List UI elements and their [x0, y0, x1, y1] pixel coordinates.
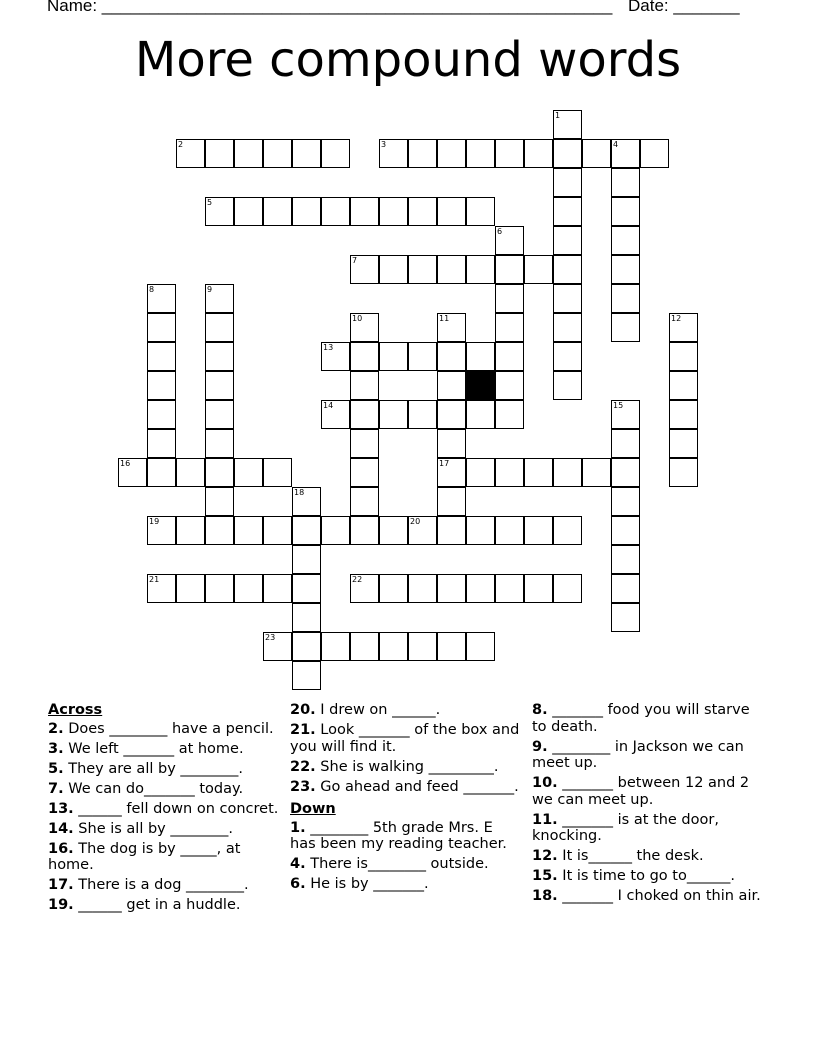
- clue: [290, 856, 522, 873]
- clues-column-1: [48, 702, 280, 917]
- clue-text: _______ is at the door, knocking.: [532, 811, 719, 844]
- answer-cell[interactable]: [292, 603, 321, 632]
- clue: [532, 775, 764, 808]
- answer-cell[interactable]: [321, 516, 350, 545]
- answer-cell[interactable]: [263, 516, 292, 545]
- clue-number: 7: [352, 256, 358, 265]
- answer-cell[interactable]: [408, 400, 437, 429]
- clue-number: 8: [149, 285, 155, 294]
- answer-cell[interactable]: [205, 458, 234, 487]
- answer-cell[interactable]: [350, 487, 379, 516]
- answer-cell[interactable]: [669, 429, 698, 458]
- clue: [48, 721, 280, 738]
- clue-text: There is a dog ________.: [73, 877, 249, 893]
- answer-cell[interactable]: [495, 458, 524, 487]
- answer-cell[interactable]: [553, 168, 582, 197]
- answer-cell[interactable]: [437, 574, 466, 603]
- clues-column-2: [290, 702, 522, 896]
- answer-cell[interactable]: [437, 139, 466, 168]
- clue-number: 13: [323, 343, 334, 352]
- answer-cell[interactable]: [553, 458, 582, 487]
- clue: [532, 888, 764, 905]
- answer-cell[interactable]: [408, 632, 437, 661]
- clue: [532, 848, 764, 865]
- clue-number: 1: [555, 111, 561, 120]
- clue-number-label: 18.: [532, 888, 558, 904]
- answer-cell[interactable]: [205, 574, 234, 603]
- answer-cell[interactable]: [379, 516, 408, 545]
- answer-cell[interactable]: [553, 226, 582, 255]
- answer-cell[interactable]: [466, 400, 495, 429]
- clue-text: The dog is by _____, at home.: [48, 840, 241, 873]
- clue: [48, 821, 280, 838]
- answer-cell[interactable]: [379, 574, 408, 603]
- clue-number-label: 2.: [48, 720, 64, 737]
- clue-number: 16: [120, 459, 131, 468]
- answer-cell[interactable]: [408, 342, 437, 371]
- answer-cell[interactable]: [437, 400, 466, 429]
- answer-cell[interactable]: [147, 429, 176, 458]
- clue: [532, 868, 764, 885]
- answer-cell[interactable]: [350, 458, 379, 487]
- answer-cell[interactable]: [205, 429, 234, 458]
- clue-text: He is by _______.: [305, 876, 429, 892]
- answer-cell[interactable]: [553, 371, 582, 400]
- answer-cell[interactable]: [437, 371, 466, 400]
- clue-number: 3: [381, 140, 387, 149]
- clue: [48, 841, 280, 874]
- answer-cell[interactable]: [495, 139, 524, 168]
- answer-cell[interactable]: [408, 255, 437, 284]
- answer-cell[interactable]: [524, 139, 553, 168]
- answer-cell[interactable]: [205, 516, 234, 545]
- answer-cell[interactable]: [234, 139, 263, 168]
- answer-cell[interactable]: [292, 661, 321, 690]
- clue: [48, 761, 280, 778]
- answer-cell[interactable]: [292, 197, 321, 226]
- clue-number: 12: [671, 314, 682, 323]
- clue-number: 14: [323, 401, 334, 410]
- clue: [532, 739, 764, 772]
- clue-number-label: 6.: [290, 876, 306, 892]
- answer-cell[interactable]: [466, 197, 495, 226]
- answer-cell[interactable]: [205, 400, 234, 429]
- clue: [532, 812, 764, 845]
- clue-number: 11: [439, 314, 450, 323]
- answer-cell[interactable]: [466, 342, 495, 371]
- answer-cell[interactable]: [466, 458, 495, 487]
- answer-cell[interactable]: [234, 574, 263, 603]
- clue-text: She is all by ________.: [73, 820, 233, 837]
- clue: [290, 702, 522, 719]
- answer-cell[interactable]: [466, 516, 495, 545]
- clue-number-label: 12.: [532, 848, 558, 864]
- clue-number-label: 14.: [48, 820, 74, 837]
- clue-text: _______ food you will starve to death.: [532, 702, 750, 735]
- clue-number-label: 11.: [532, 811, 558, 828]
- answer-cell[interactable]: [611, 545, 640, 574]
- answer-cell[interactable]: [263, 197, 292, 226]
- clue-number-label: 7.: [48, 780, 64, 797]
- page-title: More compound words: [134, 32, 682, 88]
- answer-cell[interactable]: [611, 284, 640, 313]
- down-heading: Down: [290, 801, 336, 817]
- clue-number-label: 5.: [48, 760, 64, 777]
- clue-number: 17: [439, 459, 450, 468]
- clue-number-label: 10.: [532, 775, 558, 791]
- clue-number-label: 22.: [290, 758, 316, 775]
- answer-cell[interactable]: [292, 574, 321, 603]
- answer-cell[interactable]: [611, 458, 640, 487]
- answer-cell[interactable]: [350, 342, 379, 371]
- clue-text: It is______ the desk.: [557, 848, 704, 864]
- answer-cell[interactable]: [495, 255, 524, 284]
- answer-cell[interactable]: [379, 400, 408, 429]
- answer-cell[interactable]: [437, 487, 466, 516]
- clue-text: We left _______ at home.: [63, 740, 244, 757]
- clue: [290, 820, 522, 853]
- clue: [290, 779, 522, 796]
- answer-cell[interactable]: [147, 371, 176, 400]
- answer-cell[interactable]: [611, 487, 640, 516]
- clue: [48, 897, 280, 914]
- answer-cell[interactable]: [611, 603, 640, 632]
- clue-text: They are all by ________.: [63, 760, 243, 777]
- clue: [290, 722, 522, 755]
- answer-cell[interactable]: [176, 574, 205, 603]
- answer-cell[interactable]: [176, 516, 205, 545]
- answer-cell[interactable]: [611, 429, 640, 458]
- answer-cell[interactable]: [437, 516, 466, 545]
- answer-cell[interactable]: [611, 516, 640, 545]
- answer-cell[interactable]: [495, 574, 524, 603]
- clue: [48, 801, 280, 818]
- clue-number: 6: [497, 227, 503, 236]
- answer-cell[interactable]: [495, 284, 524, 313]
- clue-number-label: 15.: [532, 868, 558, 884]
- answer-cell[interactable]: [669, 400, 698, 429]
- answer-cell[interactable]: [553, 313, 582, 342]
- answer-cell[interactable]: [640, 139, 669, 168]
- answer-cell[interactable]: [234, 458, 263, 487]
- answer-cell[interactable]: [611, 197, 640, 226]
- answer-cell[interactable]: [553, 574, 582, 603]
- answer-cell[interactable]: [147, 400, 176, 429]
- answer-cell[interactable]: [553, 516, 582, 545]
- clue-number-label: 4.: [290, 856, 306, 872]
- clue-number: 20: [410, 517, 421, 526]
- answer-cell[interactable]: [147, 458, 176, 487]
- clue-text: There is________ outside.: [305, 856, 489, 872]
- clue-text: Look _______ of the box and you will find it.: [290, 722, 520, 755]
- clue-number: 5: [207, 198, 213, 207]
- clue: [290, 759, 522, 776]
- answer-cell[interactable]: [582, 139, 611, 168]
- answer-cell[interactable]: [176, 458, 205, 487]
- answer-cell[interactable]: [553, 284, 582, 313]
- answer-cell[interactable]: [292, 632, 321, 661]
- answer-cell[interactable]: [205, 487, 234, 516]
- answer-cell[interactable]: [205, 371, 234, 400]
- answer-cell[interactable]: [321, 197, 350, 226]
- clue-text: ________ in Jackson we can meet up.: [532, 738, 744, 771]
- clue-number-label: 23.: [290, 778, 316, 795]
- clue-text: _______ I choked on thin air.: [557, 888, 761, 904]
- clue-number: 2: [178, 140, 184, 149]
- clues-column-3: [532, 702, 764, 908]
- down-clue-list: [290, 820, 522, 893]
- clue-text: _______ between 12 and 2 we can meet up.: [532, 775, 750, 808]
- clue-number-label: 8.: [532, 702, 548, 718]
- answer-cell[interactable]: [408, 574, 437, 603]
- clue-number: 23: [265, 633, 276, 642]
- answer-cell[interactable]: [350, 400, 379, 429]
- clue-number-label: 13.: [48, 800, 74, 817]
- answer-cell[interactable]: [350, 516, 379, 545]
- answer-cell[interactable]: [263, 139, 292, 168]
- answer-cell[interactable]: [350, 632, 379, 661]
- answer-cell[interactable]: [263, 574, 292, 603]
- answer-cell[interactable]: [524, 458, 553, 487]
- clue: [48, 877, 280, 894]
- answer-cell[interactable]: [263, 458, 292, 487]
- answer-cell[interactable]: [408, 139, 437, 168]
- clue-text: Does ________ have a pencil.: [63, 720, 274, 737]
- answer-cell[interactable]: [205, 313, 234, 342]
- answer-cell[interactable]: [205, 139, 234, 168]
- answer-cell[interactable]: [408, 197, 437, 226]
- answer-cell[interactable]: [234, 516, 263, 545]
- answer-cell[interactable]: [524, 255, 553, 284]
- answer-cell[interactable]: [379, 632, 408, 661]
- answer-cell[interactable]: [350, 197, 379, 226]
- answer-cell[interactable]: [234, 197, 263, 226]
- clue-text: It is time to go to______.: [557, 868, 735, 884]
- clue-number-label: 21.: [290, 722, 316, 738]
- answer-cell[interactable]: [292, 516, 321, 545]
- clue: [532, 702, 764, 735]
- clue-number: 4: [613, 140, 619, 149]
- answer-cell[interactable]: [205, 342, 234, 371]
- clue-text: ______ fell down on concret.: [73, 800, 279, 817]
- clue-number-label: 19.: [48, 897, 74, 913]
- clue: [290, 876, 522, 893]
- answer-cell[interactable]: [495, 342, 524, 371]
- answer-cell[interactable]: [611, 313, 640, 342]
- answer-cell[interactable]: [147, 342, 176, 371]
- clue-text: I drew on ______.: [315, 702, 441, 718]
- answer-cell[interactable]: [321, 139, 350, 168]
- clue-number: 21: [149, 575, 160, 584]
- clue-number: 18: [294, 488, 305, 497]
- answer-cell[interactable]: [466, 139, 495, 168]
- answer-cell[interactable]: [582, 458, 611, 487]
- blocked-cell: [466, 371, 495, 400]
- down-clue-list-continued: [532, 702, 764, 905]
- answer-cell[interactable]: [437, 342, 466, 371]
- clue-number: 15: [613, 401, 624, 410]
- answer-cell[interactable]: [437, 255, 466, 284]
- clue-number-label: 20.: [290, 702, 316, 718]
- date-field[interactable]: Date: _______: [628, 0, 740, 15]
- clue: [48, 781, 280, 798]
- answer-cell[interactable]: [292, 139, 321, 168]
- answer-cell[interactable]: [553, 255, 582, 284]
- answer-cell[interactable]: [350, 371, 379, 400]
- answer-cell[interactable]: [524, 574, 553, 603]
- clue-number-label: 9.: [532, 738, 548, 755]
- answer-cell[interactable]: [437, 632, 466, 661]
- clue-number: 10: [352, 314, 363, 323]
- answer-cell[interactable]: [669, 342, 698, 371]
- answer-cell[interactable]: [321, 632, 350, 661]
- name-field[interactable]: Name: ______________________________________________________: [47, 0, 613, 15]
- clue-text: ________ 5th grade Mrs. E has been my reading teacher.: [290, 819, 507, 852]
- answer-cell[interactable]: [437, 197, 466, 226]
- clue-text: She is walking _________.: [315, 758, 499, 775]
- answer-cell[interactable]: [495, 400, 524, 429]
- answer-cell[interactable]: [495, 371, 524, 400]
- clue-number-label: 3.: [48, 740, 64, 757]
- answer-cell[interactable]: [611, 226, 640, 255]
- answer-cell[interactable]: [495, 313, 524, 342]
- clue-number: 22: [352, 575, 363, 584]
- answer-cell[interactable]: [466, 632, 495, 661]
- answer-cell[interactable]: [524, 516, 553, 545]
- answer-cell[interactable]: [553, 139, 582, 168]
- answer-cell[interactable]: [611, 574, 640, 603]
- clue-text: Go ahead and feed _______.: [315, 778, 519, 795]
- answer-cell[interactable]: [669, 371, 698, 400]
- answer-cell[interactable]: [350, 429, 379, 458]
- clue-text: We can do_______ today.: [63, 780, 244, 797]
- clue: [48, 741, 280, 758]
- answer-cell[interactable]: [669, 458, 698, 487]
- answer-cell[interactable]: [437, 429, 466, 458]
- answer-cell[interactable]: [466, 255, 495, 284]
- answer-cell[interactable]: [553, 342, 582, 371]
- clue-number: 19: [149, 517, 160, 526]
- answer-cell[interactable]: [379, 197, 408, 226]
- clue-text: ______ get in a huddle.: [73, 897, 241, 913]
- answer-cell[interactable]: [379, 342, 408, 371]
- clue-number-label: 1.: [290, 819, 306, 836]
- clue-number-label: 17.: [48, 877, 74, 893]
- answer-cell[interactable]: [379, 255, 408, 284]
- clue-number: 9: [207, 285, 213, 294]
- answer-cell[interactable]: [611, 168, 640, 197]
- answer-cell[interactable]: [292, 545, 321, 574]
- across-clue-list: [48, 721, 280, 914]
- answer-cell[interactable]: [495, 516, 524, 545]
- across-clue-list-continued: [290, 702, 522, 795]
- answer-cell[interactable]: [553, 197, 582, 226]
- clue-number-label: 16.: [48, 840, 74, 857]
- answer-cell[interactable]: [611, 255, 640, 284]
- answer-cell[interactable]: [466, 574, 495, 603]
- across-heading: Across: [48, 702, 103, 718]
- answer-cell[interactable]: [147, 313, 176, 342]
